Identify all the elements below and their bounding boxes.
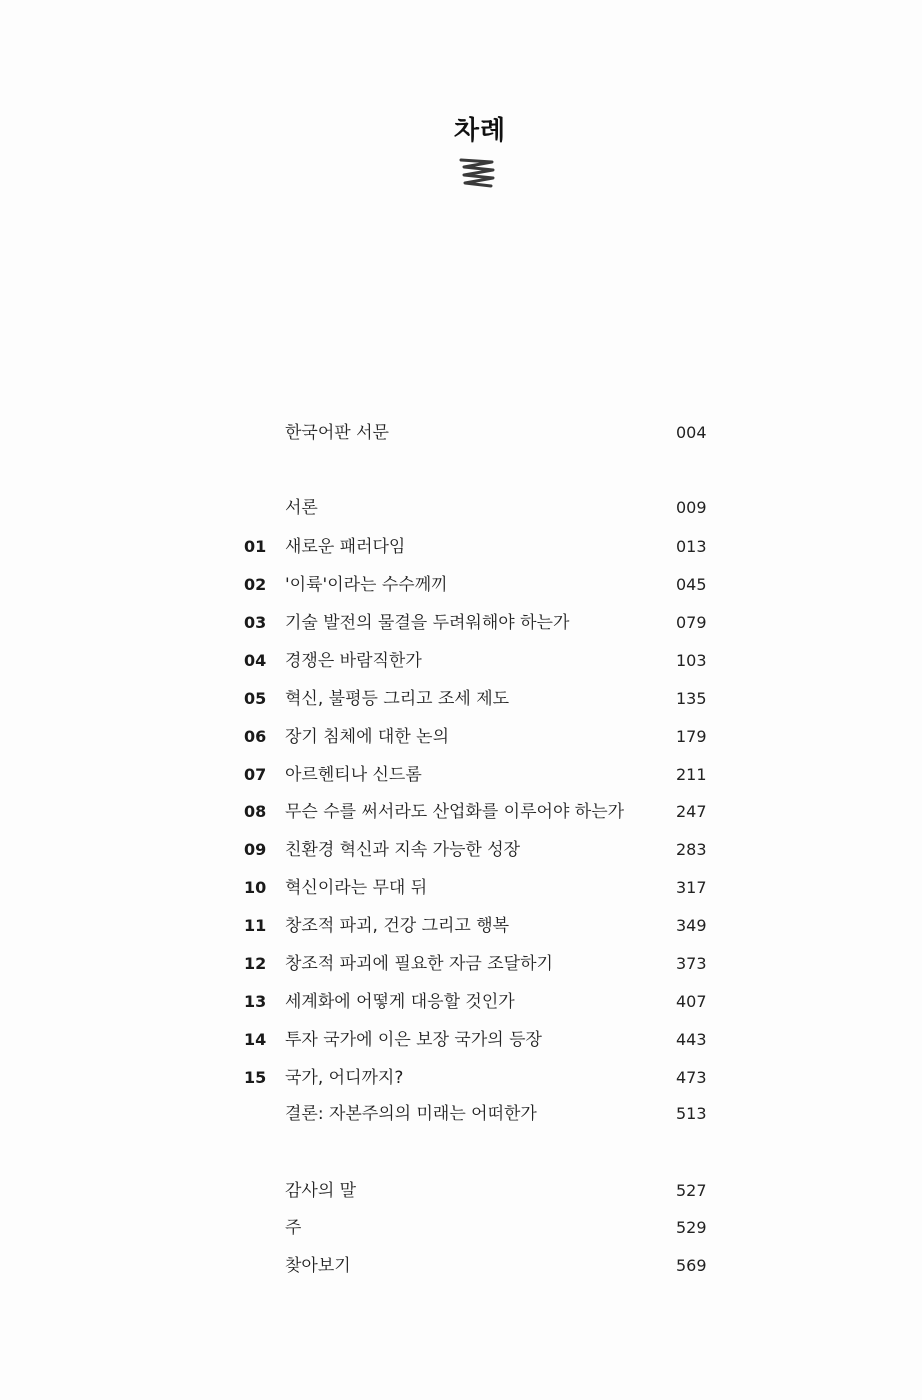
chapter-number: 15 [244,1068,267,1087]
chapter-number: 07 [244,765,267,784]
toc-entry[interactable] [0,1176,922,1206]
chapter-title: '이륙'이라는 수수께끼 [285,575,448,595]
page-title: 차례 [453,116,507,146]
toc-entry[interactable] [0,418,922,448]
page-number: 179 [676,727,707,746]
chapter-title: 한국어판 서문 [285,423,389,443]
toc-entry[interactable] [0,1251,922,1281]
page-number: 473 [676,1068,707,1087]
chapter-title: 투자 국가에 이은 보장 국가의 등장 [285,1030,542,1050]
page-number: 569 [676,1256,707,1275]
page-number: 373 [676,954,707,973]
chapter-title: 세계화에 어떻게 대응할 것인가 [285,992,515,1012]
toc-entry[interactable] [0,835,922,865]
page-number: 103 [676,651,707,670]
toc-entry[interactable] [0,532,922,562]
page-number: 045 [676,575,707,594]
toc-entry[interactable] [0,797,922,827]
toc-entry[interactable] [0,949,922,979]
page-number: 009 [676,498,707,517]
chapter-number: 12 [244,954,267,973]
chapter-number: 09 [244,840,267,859]
chapter-number: 10 [244,878,267,897]
chapter-number: 06 [244,727,267,746]
chapter-title: 친환경 혁신과 지속 가능한 성장 [285,840,521,860]
chapter-number: 11 [244,916,267,935]
toc-entry[interactable] [0,987,922,1017]
chapter-number: 01 [244,537,267,556]
chapter-title: 아르헨티나 신드롬 [285,765,422,785]
chapter-title: 무슨 수를 써서라도 산업화를 이루어야 하는가 [285,802,625,822]
chapter-title: 서론 [285,498,318,518]
toc-entry[interactable] [0,911,922,941]
toc-entry[interactable] [0,760,922,790]
page-number: 443 [676,1030,707,1049]
page-number: 135 [676,689,707,708]
page-number: 247 [676,802,707,821]
toc-entry[interactable] [0,873,922,903]
toc-entry[interactable] [0,1025,922,1055]
chapter-title: 창조적 파괴에 필요한 자금 조달하기 [285,954,553,974]
toc-entry[interactable] [0,1099,922,1129]
toc-entry[interactable] [0,570,922,600]
page-number: 407 [676,992,707,1011]
chapter-number: 03 [244,613,267,632]
chapter-number: 02 [244,575,267,594]
chapter-title: 감사의 말 [285,1181,357,1201]
chapter-title: 경쟁은 바람직한가 [285,651,422,671]
toc-entry[interactable] [0,1213,922,1243]
chapter-number: 13 [244,992,267,1011]
chapter-title: 찾아보기 [285,1256,351,1276]
chapter-title: 기술 발전의 물결을 두려워해야 하는가 [285,613,570,633]
page-number: 013 [676,537,707,556]
page-number: 004 [676,423,707,442]
page-number: 283 [676,840,707,859]
chapter-number: 05 [244,689,267,708]
page-number: 317 [676,878,707,897]
chapter-number: 08 [244,802,267,821]
chapter-title: 장기 침체에 대한 논의 [285,727,450,747]
toc-entry[interactable] [0,608,922,638]
toc-entry[interactable] [0,493,922,523]
chapter-title: 결론: 자본주의의 미래는 어떠한가 [285,1104,537,1124]
page-number: 513 [676,1104,707,1123]
chapter-number: 14 [244,1030,267,1049]
toc-entry[interactable] [0,722,922,752]
toc-entry[interactable] [0,1063,922,1093]
page-number: 529 [676,1218,707,1237]
chapter-title: 새로운 패러다임 [285,537,406,557]
chapter-title: 혁신, 불평등 그리고 조세 제도 [285,689,510,709]
chapter-title: 혁신이라는 무대 뒤 [285,878,428,898]
page-number: 527 [676,1181,707,1200]
page-number: 211 [676,765,707,784]
chapter-number: 04 [244,651,267,670]
page-number: 079 [676,613,707,632]
page-number: 349 [676,916,707,935]
chapter-title: 주 [285,1218,302,1238]
toc-entry[interactable] [0,684,922,714]
chapter-title: 창조적 파괴, 건강 그리고 행복 [285,916,510,936]
toc-entry[interactable] [0,646,922,676]
chapter-title: 국가, 어디까지? [285,1068,404,1088]
